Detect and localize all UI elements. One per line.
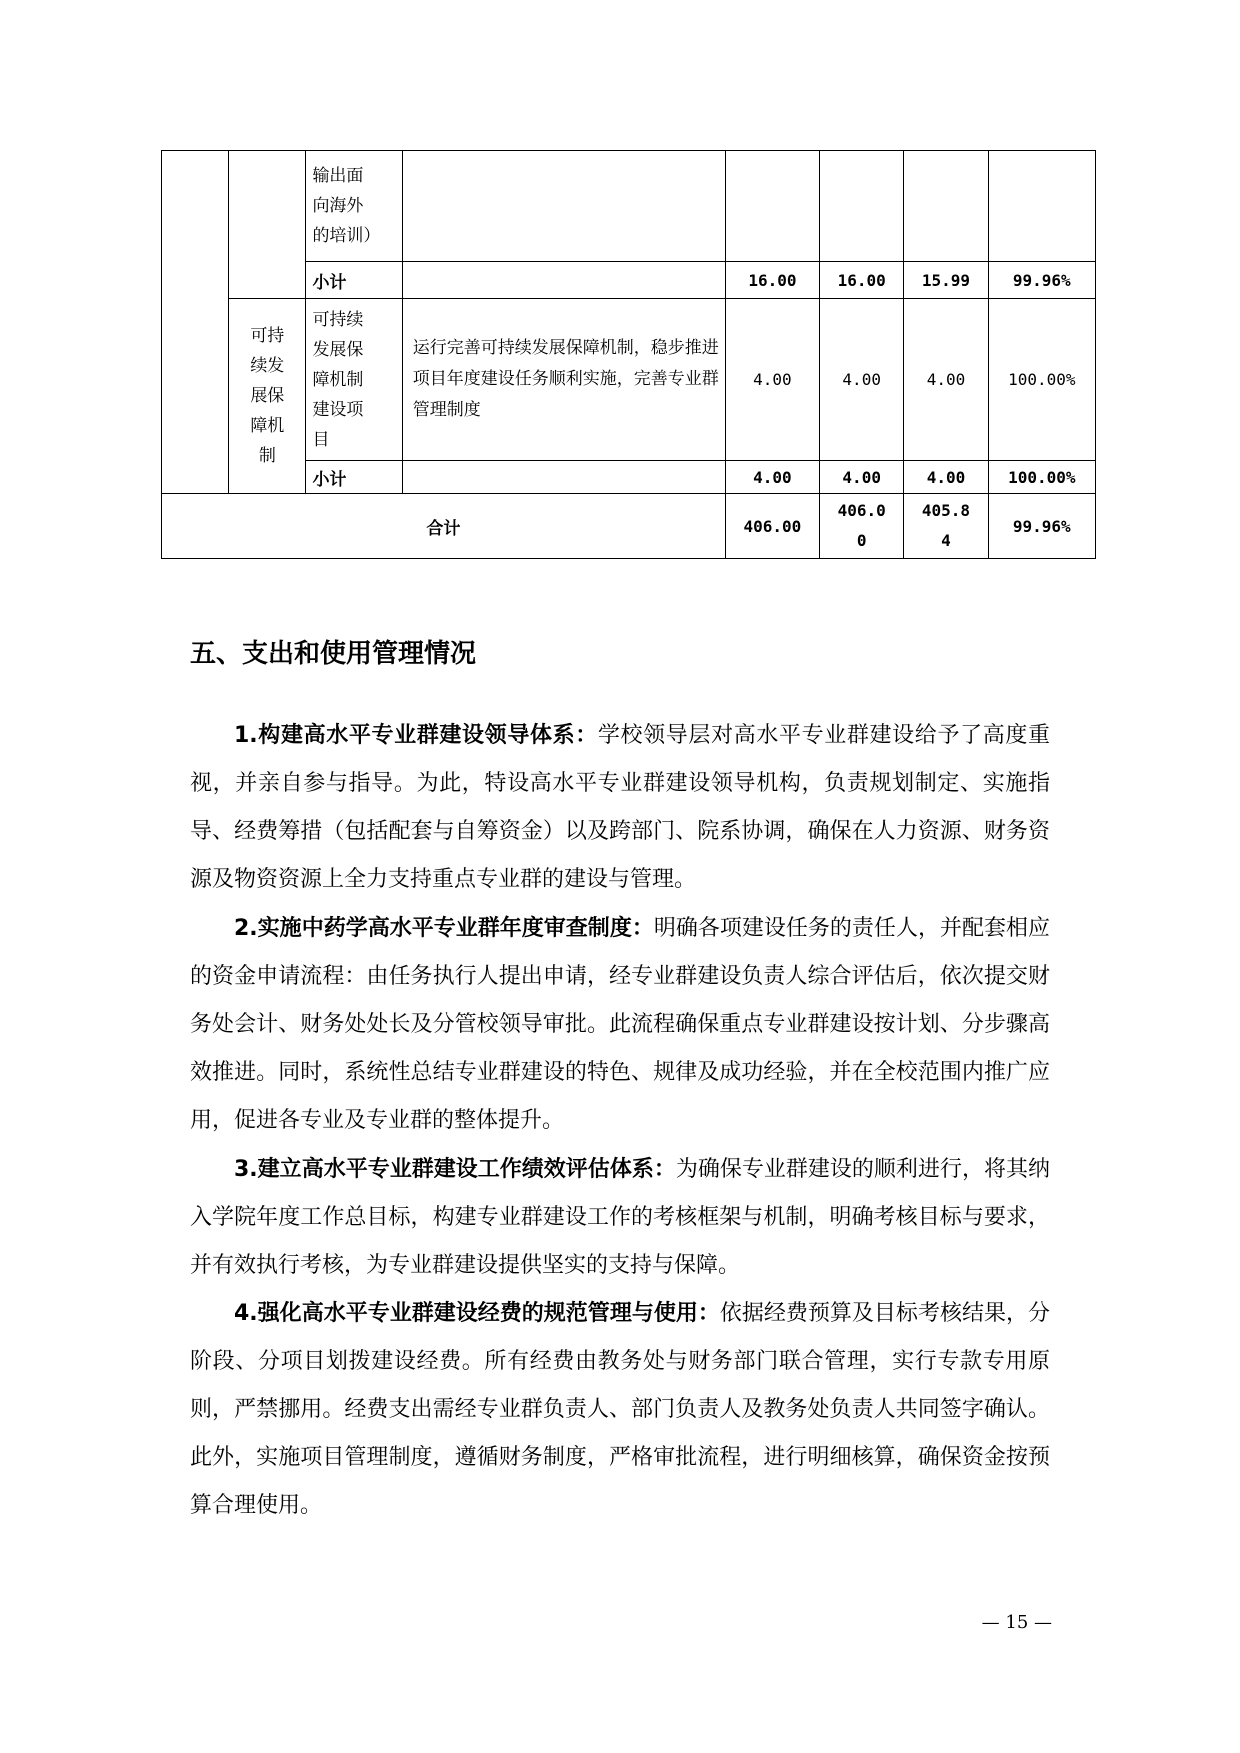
subtotal-label: 小计 bbox=[306, 262, 402, 299]
total-actual: 405.8 4 bbox=[904, 494, 988, 559]
table-cell-rate: 100.00% bbox=[988, 299, 1095, 461]
table-cell-budget: 4.00 bbox=[725, 299, 819, 461]
total-rate: 99.96% bbox=[988, 494, 1095, 559]
budget-table bbox=[161, 150, 1096, 559]
subtotal-actual: 4.00 bbox=[904, 461, 988, 494]
subtotal-rate: 100.00% bbox=[988, 461, 1095, 494]
table-row bbox=[162, 299, 1096, 461]
paragraph-4-lead: 4.强化高水平专业群建设经费的规范管理与使用： bbox=[234, 1301, 720, 1326]
total-label: 合计 bbox=[162, 494, 726, 559]
table-cell-content bbox=[402, 461, 725, 494]
subtotal-budget: 4.00 bbox=[725, 461, 819, 494]
paragraph-1 bbox=[190, 712, 1050, 904]
table-cell-allocated bbox=[820, 151, 904, 262]
paragraph-2-text: 明确各项建设任务的责任人，并配套相应的资金申请流程：由任务执行人提出申请，经专业群建设负责人综合评估后，依次提交财务处会计、财务处处长及分管校领导审批。此流程确保重点专业群建设按计划、分步骤高效推进。同时，系统性总结专业群建设的特色、规律及成功经验，并在全校范围内推广应用，促进各专业及专业群的整体提升。 bbox=[190, 916, 1050, 1133]
table-cell-actual: 4.00 bbox=[904, 299, 988, 461]
table-cell-category-prev bbox=[229, 151, 306, 299]
paragraph-4-text: 依据经费预算及目标考核结果，分阶段、分项目划拨建设经费。所有经费由教务处与财务部门联合管理，实行专款专用原则，严禁挪用。经费支出需经专业群负责人、部门负责人及教务处负责人共同签字确认。此外，实施项目管理制度，遵循财务制度，严格审批流程，进行明细核算，确保资金按预算合理使用。 bbox=[190, 1301, 1050, 1518]
table-cell-item: 输出面 向海外 的培训） bbox=[306, 151, 402, 262]
subtotal-allocated: 4.00 bbox=[820, 461, 904, 494]
table-cell-content: 运行完善可持续发展保障机制，稳步推进项目年度建设任务顺利实施，完善专业群管理制度 bbox=[402, 299, 725, 461]
paragraph-2 bbox=[190, 905, 1050, 1145]
table-cell-item: 可持续 发展保 障机制 建设项 目 bbox=[306, 299, 402, 461]
section-heading: 五、支出和使用管理情况 bbox=[190, 639, 477, 669]
total-allocated: 406.0 0 bbox=[820, 494, 904, 559]
table-cell-content bbox=[402, 262, 725, 299]
table-row bbox=[162, 151, 1096, 262]
table-cell-budget bbox=[725, 151, 819, 262]
paragraph-1-text: 学校领导层对高水平专业群建设给予了高度重视，并亲自参与指导。为此，特设高水平专业群建设领导机构，负责规划制定、实施指导、经费筹措（包括配套与自筹资金）以及跨部门、院系协调，确保在人力资源、财务资源及物资资源上全力支持重点专业群的建设与管理。 bbox=[190, 723, 1050, 892]
paragraph-1-lead: 1.构建高水平专业群建设领导体系： bbox=[234, 723, 598, 748]
table-cell-actual bbox=[904, 151, 988, 262]
subtotal-budget: 16.00 bbox=[725, 262, 819, 299]
subtotal-rate: 99.96% bbox=[988, 262, 1095, 299]
paragraph-2-lead: 2.实施中药学高水平专业群年度审查制度： bbox=[234, 916, 654, 941]
page-number: — 15 — bbox=[981, 1612, 1052, 1633]
subtotal-allocated: 16.00 bbox=[820, 262, 904, 299]
subtotal-actual: 15.99 bbox=[904, 262, 988, 299]
paragraph-3-lead: 3.建立高水平专业群建设工作绩效评估体系： bbox=[234, 1157, 676, 1182]
table-cell-category: 可持 续发 展保 障机 制 bbox=[229, 299, 306, 494]
table-cell-rate bbox=[988, 151, 1095, 262]
paragraph-4 bbox=[190, 1290, 1050, 1530]
table-cell-content bbox=[402, 151, 725, 262]
total-budget: 406.00 bbox=[725, 494, 819, 559]
table-row-total bbox=[162, 494, 1096, 559]
paragraph-3 bbox=[190, 1146, 1050, 1290]
table-cell-allocated: 4.00 bbox=[820, 299, 904, 461]
table-cell-outer bbox=[162, 151, 229, 494]
subtotal-label: 小计 bbox=[306, 461, 402, 494]
paragraph-3-text: 为确保专业群建设的顺利进行，将其纳入学院年度工作总目标，构建专业群建设工作的考核框架与机制，明确考核目标与要求，并有效执行考核，为专业群建设提供坚实的支持与保障。 bbox=[190, 1157, 1050, 1278]
